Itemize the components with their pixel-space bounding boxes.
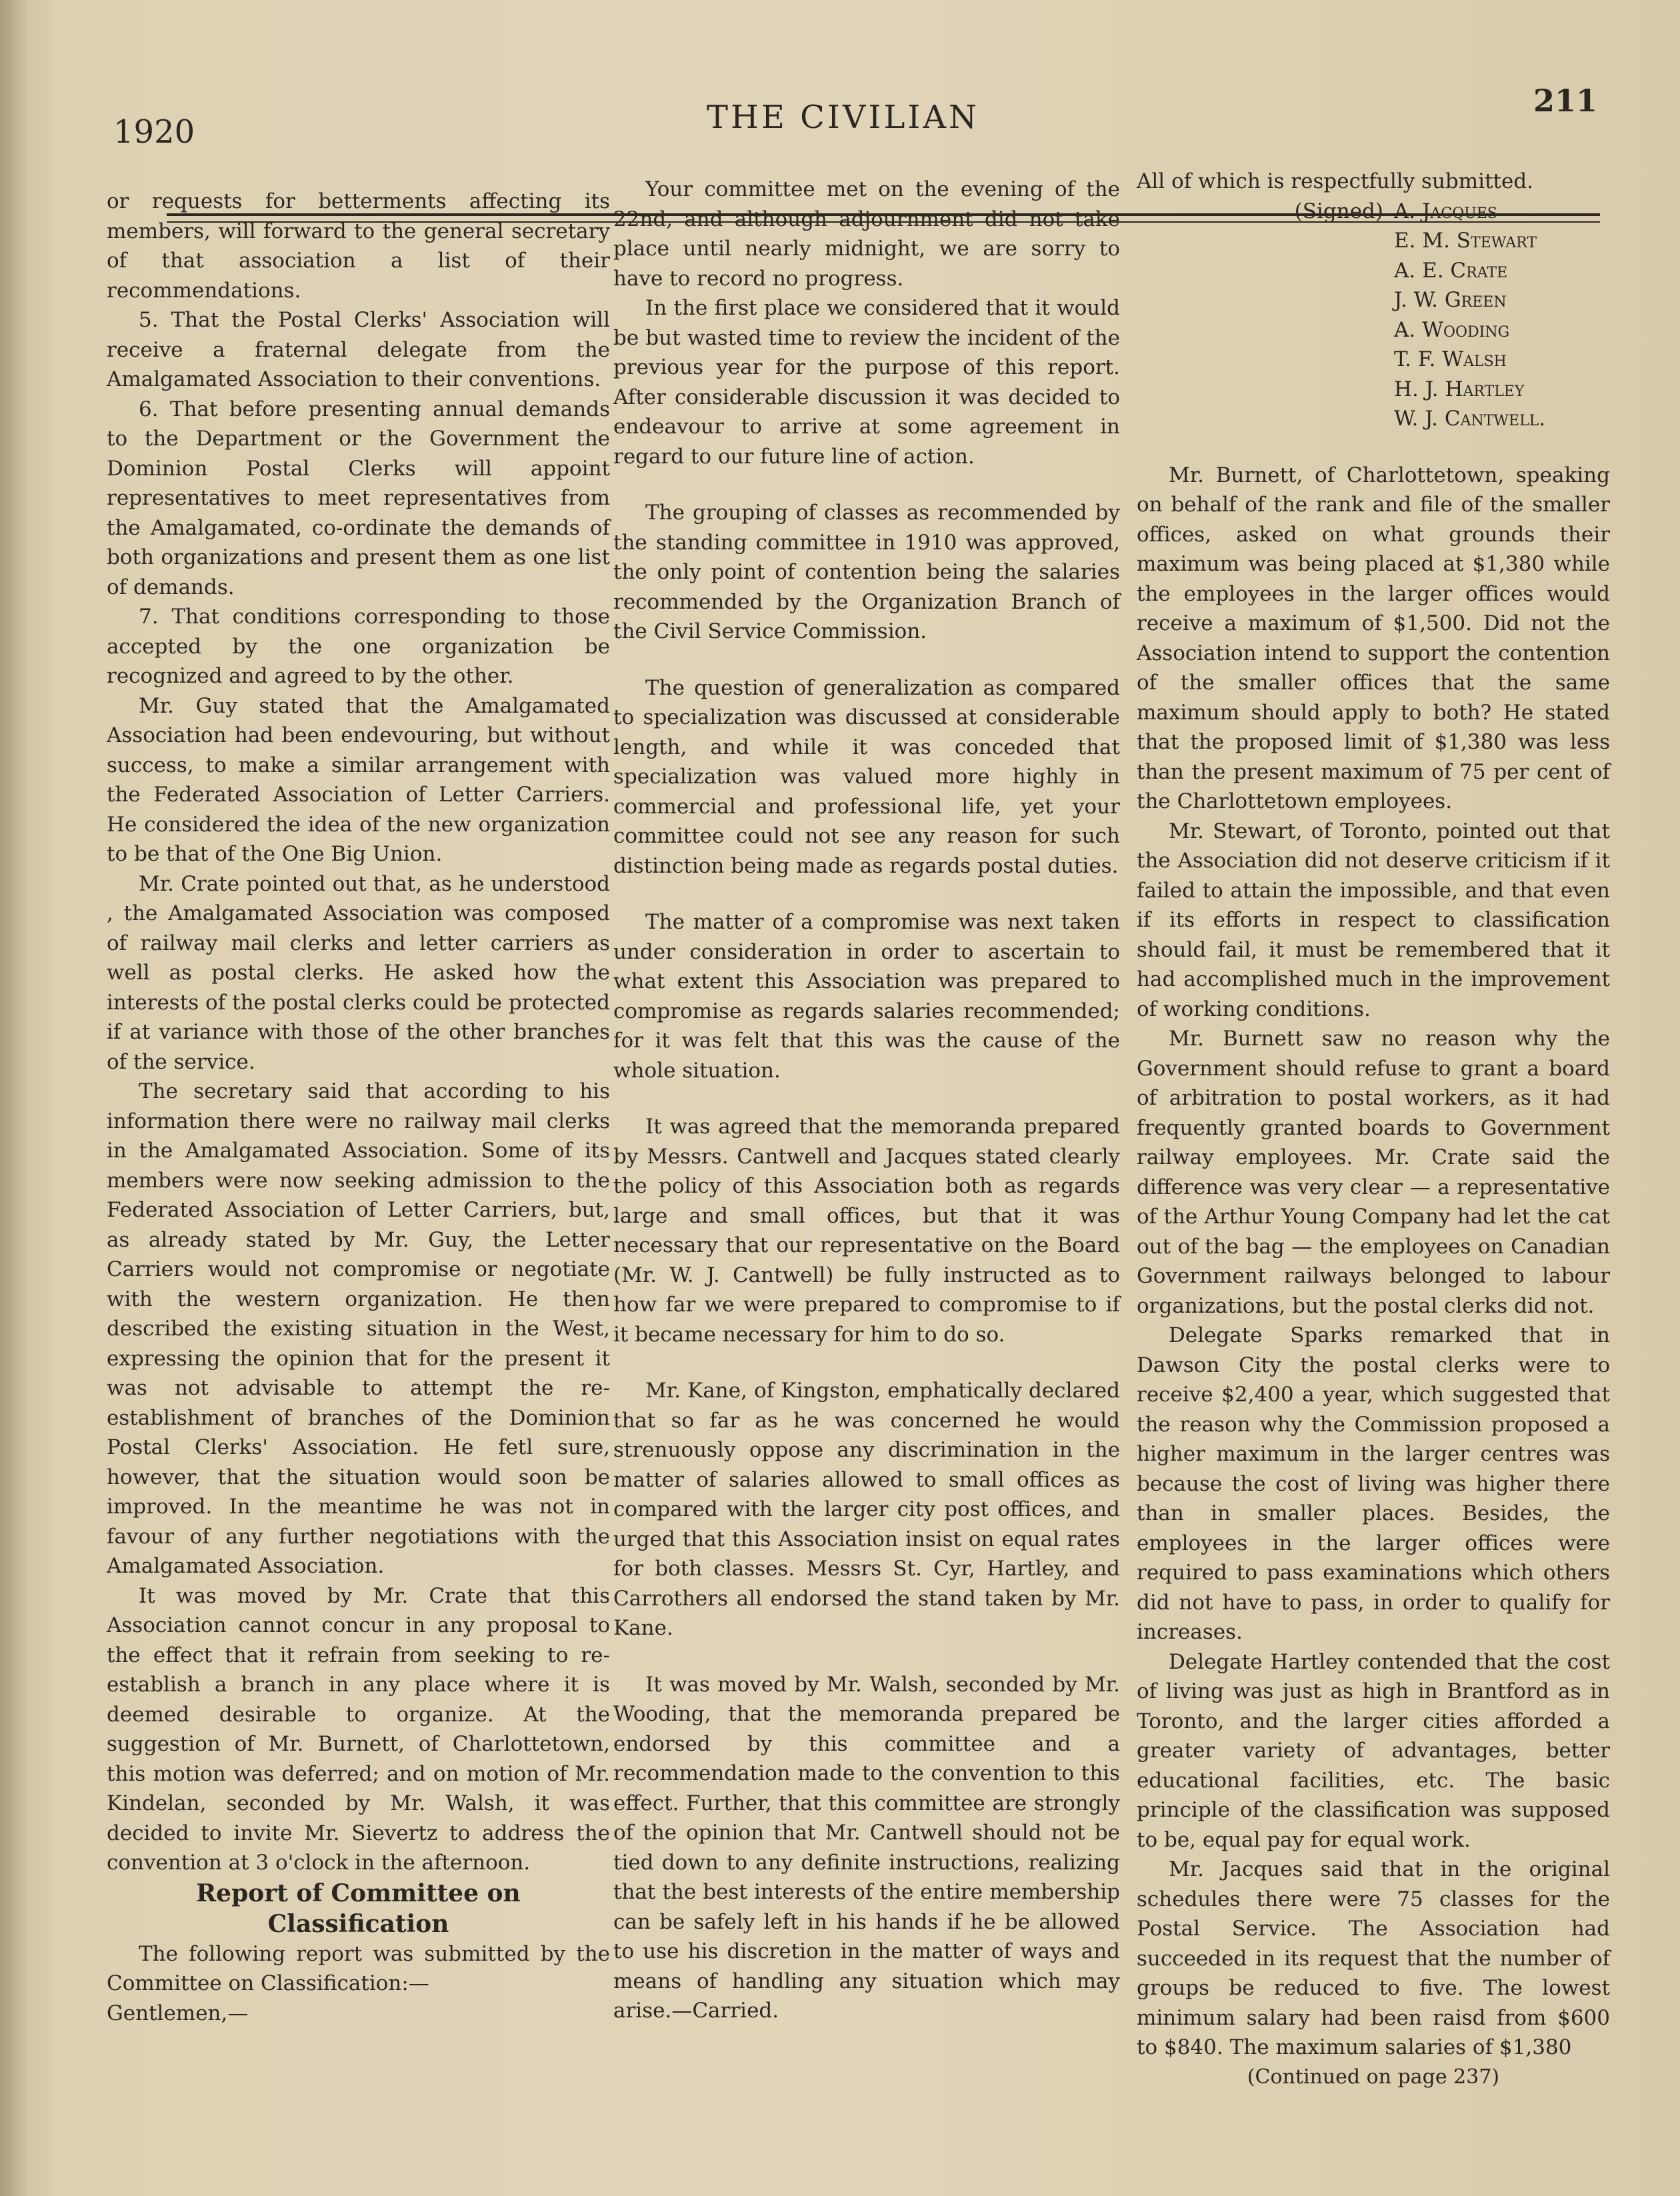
paragraph: Delegate Sparks remarked that in Dawson City the postal clerks were to receive $2,400 a year, which suggested that the reason why the Commission proposed a higher maximum in the larger centres was because the cost of living was higher there than in smaller places. Besides, the employees in the larger offices were required to pass examinations which others did not have to pass, in order to qualify for increases. (1137, 1323, 1610, 1644)
paragraph: The secretary said that according to his information there were no railway mail clerks in the Amalgamated Association. Some of its members were now seeking admission to the Federated Association of Letter Carriers, but, as already stated by Mr. Guy, the Letter Carriers would not compromise or negotiate with the western organization. He then described the existing situation in the West, expressing the opinion that for the present it was not advisable to attempt the re-establishment of branches of the Dominion Postal Clerks' Association. He fetl sure, however, that the situation would soon be improved. In the meantime he was not in favour of any further negotiations with the Amalgamated Association. (107, 1079, 610, 1578)
paragraph: The question of generalization as compared to specialization was discussed at considerable length, and while it was conceded that specialization was valued more highly in commercial and professional life, yet your committee could not see any reason for such distinction being made as regards postal duties. (613, 675, 1120, 878)
paragraph: 6. That before presenting annual demands to the Department or the Government the Dominion Postal Clerks will appoint representatives to meet representatives from the Amalgamated, co-ordinate the demands of both organizations and present them as one list of demands. (107, 397, 610, 599)
signatory: A. Wooding (1394, 317, 1510, 342)
signatory: A. E. Crate (1394, 258, 1508, 283)
header-year: 1920 (113, 113, 195, 151)
page-spine (0, 0, 27, 2196)
paragraph: Mr. Stewart, of Toronto, pointed out that the Association did not deserve criticism if it failed to attain the impossible, and that even if its efforts in respect to classification should fail, it must be remembered that it had accomplished much in the improvement of working conditions. (1137, 819, 1610, 1021)
column-3 (1137, 167, 1610, 2092)
signature-block (1137, 197, 1610, 434)
paragraph: 5. That the Postal Clerks' Association will receive a fraternal delegate from the Amalgamated Association to their conventions. (107, 308, 610, 391)
signatory: H. J. Hartley (1394, 377, 1525, 401)
paragraph: or requests for betterments affecting its members, will forward to the general secretary of that association a list of their recommendations. (107, 189, 610, 303)
paragraph: It was agreed that the memoranda prepared by Messrs. Cantwell and Jacques stated clearly the policy of this Association both as regards large and small offices, but that it was necessary that our representative on the Board (Mr. W. J. Cantwell) be fully instructed as to how far we were prepared to compromise to if it became necessary for him to do so. (613, 1115, 1120, 1347)
signatory: E. M. Stewart (1394, 229, 1537, 253)
paragraph: Gentlemen,— (107, 2001, 249, 2025)
paragraph: The matter of a compromise was next taken under consideration in order to ascertain to what extent this Association was prepared to compromise as regards salaries recommended; for it was felt that this was the cause of the whole situation. (613, 910, 1120, 1083)
paragraph: Mr. Burnett saw no reason why the Government should refuse to grant a board of arbitration to postal workers, as it had frequently granted boards to Government railway employees. Mr. Crate said the difference was very clear — a representative of the Arthur Young Company had let the cat out of the bag — the employees on Canadian Government railways belonged to labour organizations, but the postal clerks did not. (1137, 1027, 1610, 1318)
header-title: THE CIVILIAN (707, 99, 979, 136)
paragraph: Mr. Crate pointed out that, as he understood , the Amalgamated Association was composed of railway mail clerks and letter carriers as well as postal clerks. He asked how the interests of the postal clerks could be protected if at variance with those of the other branches of the service. (107, 871, 610, 1074)
paragraph: Mr. Guy stated that the Amalgamated Association had been endevouring, but without success, to make a similar arrangement with the Federated Association of Letter Carriers. He considered the idea of the new organization to be that of the One Big Union. (107, 693, 610, 866)
paragraph: The following report was submitted by the Committee on Classification:— (107, 1941, 610, 1995)
column-2 (613, 175, 1120, 2026)
paragraph: Delegate Hartley contended that the cost of living was just as high in Brantford as in Toronto, and the larger cities afforded a greater variety of advantages, better educational facilities, etc. The basic principle of the classification was supposed to be, equal pay for equal work. (1137, 1649, 1610, 1852)
section-heading: Report of Committee on Classification (196, 1879, 521, 1938)
paragraph: Mr. Burnett, of Charlottetown, speaking on behalf of the rank and file of the smaller offices, asked on what grounds their maximum was being placed at $1,380 while the employees in the larger offices would receive a maximum of $1,500. Did not the Association intend to support the contention of the smaller offices that the same maximum should apply to both? He stated that the proposed limit of $1,380 was less than the present maximum of 75 per cent of the Charlottetown employees. (1137, 463, 1610, 813)
column-1 (107, 187, 610, 2028)
paragraph: Mr. Kane, of Kingston, emphatically declared that so far as he was concerned he would strenuously oppose any discrimination in the matter of salaries allowed to small offices as compared with the larger city post offices, and urged that this Association insist on equal rates for both classes. Messrs St. Cyr, Hartley, and Carrothers all endorsed the stand taken by Mr. Kane. (613, 1379, 1120, 1640)
paragraph: It was moved by Mr. Crate that this Association cannot concur in any proposal to the effect that it refrain from seeking to re-establish a branch in any place where it is deemed desirable to organize. At the suggestion of Mr. Burnett, of Charlottetown, this motion was deferred; and on motion of Mr. Kindelan, seconded by Mr. Walsh, it was decided to invite Mr. Sievertz to address the convention at 3 o'clock in the afternoon. (107, 1583, 610, 1875)
paragraph: Mr. Jacques said that in the original schedules there were 75 classes for the Postal Service. The Association had succeeded in its request that the number of groups be reduced to five. The lowest minimum salary had been raisd from $600 to $840. The maximum salaries of $1,380 (1137, 1857, 1610, 2059)
paragraph: The grouping of classes as recommended by the standing committee in 1910 was approved, the only point of contention being the salaries recommended by the Organization Branch of the Civil Service Commission. (613, 501, 1120, 643)
header-page-number: 211 (1533, 83, 1598, 119)
signatory: J. W. Green (1394, 288, 1507, 312)
signatory: A. Jacques (1394, 199, 1497, 223)
paragraph: Your committee met on the evening of the 22nd, and although adjournment did not take place until nearly midnight, we are sorry to have to record no progress. (613, 177, 1120, 291)
paragraph: All of which is respectfully submitted. (1137, 169, 1534, 193)
signatory: T. F. Walsh (1394, 347, 1507, 371)
signatory: W. J. Cantwell. (1394, 407, 1546, 431)
signed-label: (Signed) (1294, 199, 1383, 223)
paragraph: In the first place we considered that it would be but wasted time to review the incident of the previous year for the purpose of this report. After considerable discussion it was decided to endeavour to arrive at some agreement in regard to our future line of action. (613, 296, 1120, 469)
paragraph: 7. That conditions corresponding to those accepted by the one organization be recognized and agreed to by the other. (107, 605, 610, 688)
continued-note: (Continued on page 237) (1247, 2065, 1500, 2089)
paragraph: It was moved by Mr. Walsh, seconded by Mr. Wooding, that the memoranda prepared be endorsed by this committee and a recommendation made to the convention to this effect. Further, that this committee are strongly of the opinion that Mr. Cantwell should not be tied down to any definite instructions, realizing that the best interests of the entire membership can be safely left in his hands if he be allowed to use his discretion in the matter of ways and means of handling any situation which may arise.—Carried. (613, 1672, 1120, 2023)
page-header (0, 80, 1680, 151)
